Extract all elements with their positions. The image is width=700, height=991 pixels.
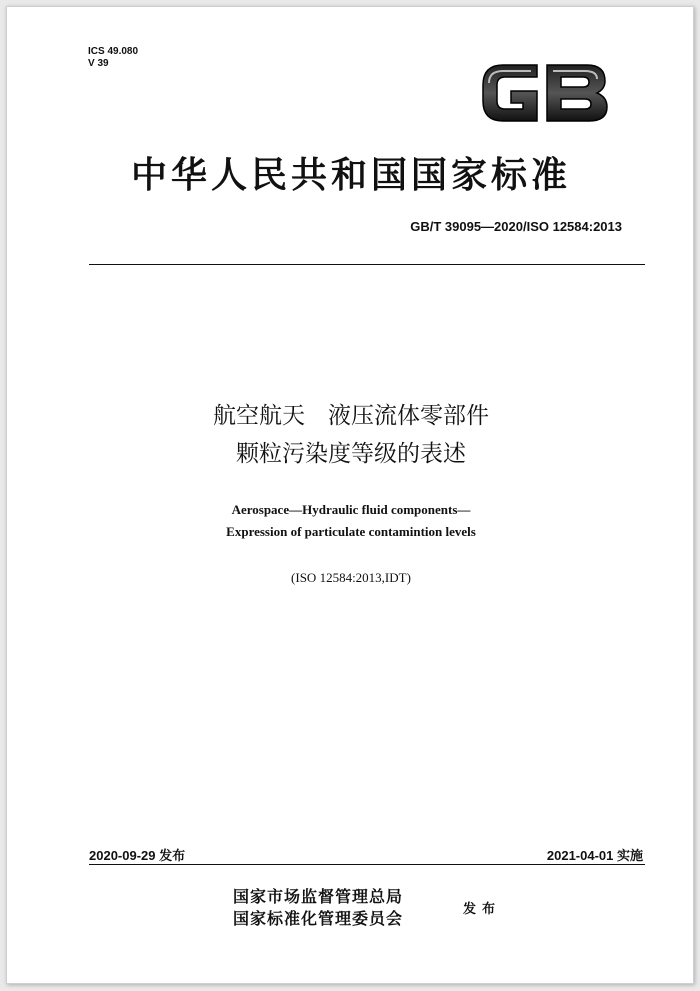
standard-number: GB/T 39095—2020/ISO 12584:2013: [410, 219, 622, 234]
document-title-english-line1: Aerospace—Hydraulic fluid components—: [231, 502, 471, 517]
issue-date: 2020-09-29 发布: [89, 848, 186, 863]
bottom-divider: [89, 864, 645, 865]
issuing-authorities: [233, 886, 403, 930]
top-divider: [89, 264, 645, 265]
issuer-sac: 国家标准化管理委员会: [233, 909, 404, 928]
iso-reference: (ISO 12584:2013,IDT): [291, 570, 411, 585]
ccs-code: V 39: [88, 58, 109, 69]
document-page: [6, 6, 694, 984]
document-title-chinese-line1: 航空航天 液压流体零部件: [213, 403, 489, 429]
gb-logo-icon: [477, 57, 611, 129]
ics-code: ICS 49.080: [88, 46, 139, 57]
classification-codes: [88, 46, 138, 70]
standard-title: 中华人民共和国国家标准: [130, 154, 571, 196]
document-title-english-line2: Expression of particulate contamintion levels: [226, 524, 476, 539]
document-title-english: [1, 499, 700, 543]
implementation-date: 2021-04-01 实施: [546, 848, 643, 863]
document-title-chinese: [1, 397, 700, 473]
issuer-samr: 国家市场监督管理总局: [233, 887, 404, 906]
publish-label: 发布: [463, 902, 502, 917]
document-title-chinese-line2: 颗粒污染度等级的表述: [236, 441, 466, 467]
